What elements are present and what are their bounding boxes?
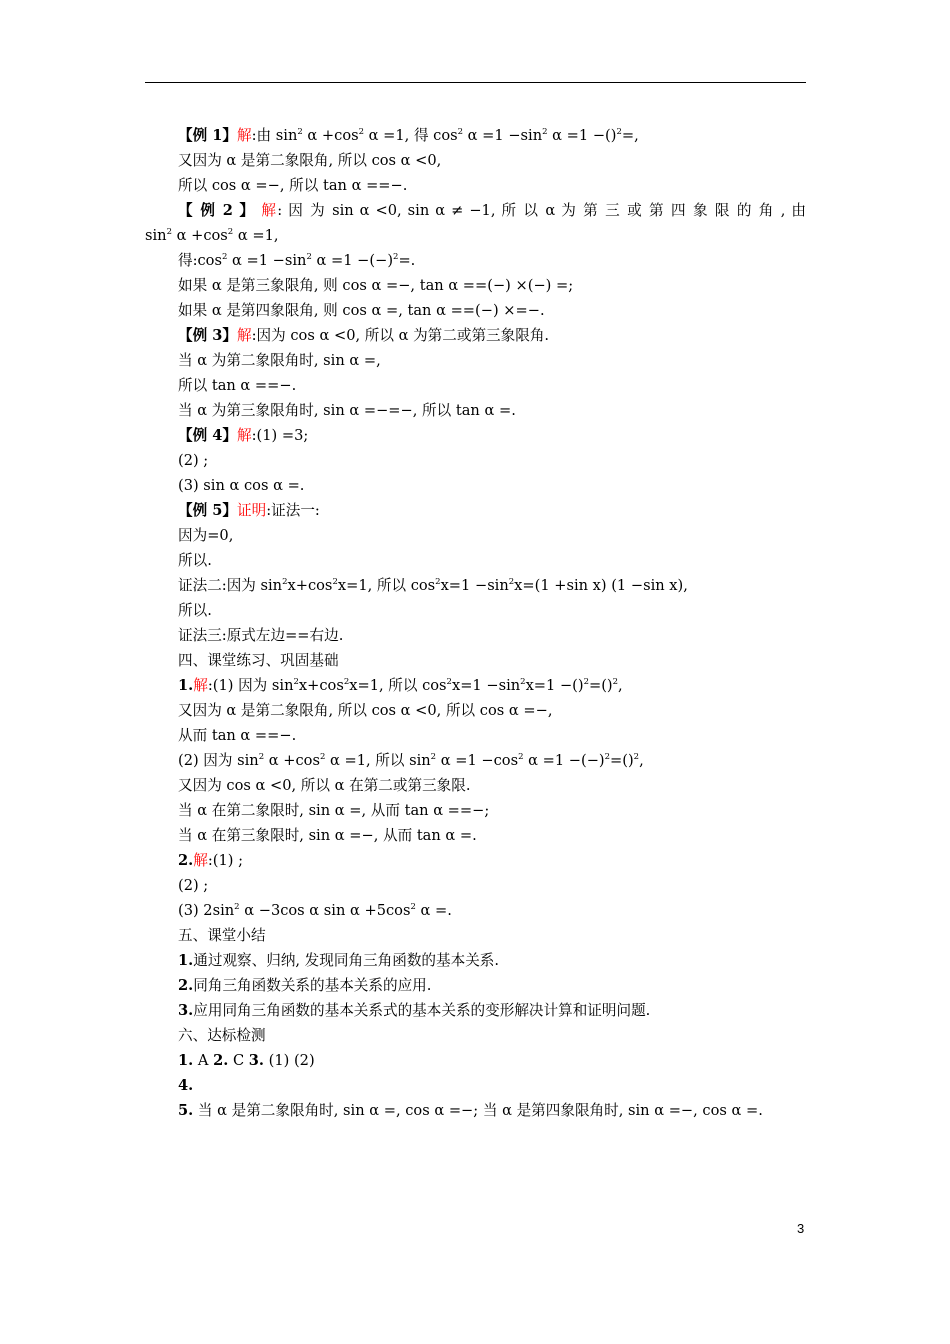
solution-label: 解 bbox=[237, 427, 252, 444]
text-run: =. bbox=[398, 252, 416, 269]
text-line bbox=[145, 398, 806, 423]
text-line bbox=[145, 648, 806, 673]
text-run: (2) ; bbox=[178, 877, 209, 894]
bold-label: 【例 4】 bbox=[178, 427, 238, 444]
text-run: α =1 −sin bbox=[463, 127, 543, 144]
text-run: :(1) ; bbox=[207, 852, 244, 869]
text-line bbox=[145, 223, 806, 248]
text-line bbox=[145, 723, 806, 748]
superscript: 2 bbox=[457, 127, 464, 137]
superscript: 2 bbox=[518, 752, 524, 762]
text-run: α +cos bbox=[171, 227, 228, 244]
superscript: 2 bbox=[508, 577, 515, 587]
superscript: 2 bbox=[166, 227, 172, 237]
text-run: :证法一: bbox=[266, 502, 320, 519]
text-run: 又因为 α 是第二象限角, 所以 cos α <0, bbox=[178, 152, 442, 169]
text-run: : 因 为 sin α <0, sin α ≠ −1, 所 以 α 为 第 三 或 第 四 象 限 的 角 , 由 bbox=[277, 202, 806, 219]
text-run: 得:cos bbox=[178, 252, 222, 269]
text-line bbox=[145, 623, 806, 648]
bold-label: 【 例 2 】 bbox=[178, 202, 256, 219]
text-line bbox=[145, 498, 806, 523]
text-run: α =1 −() bbox=[547, 127, 617, 144]
text-run: (3) 2sin bbox=[178, 902, 235, 919]
text-line bbox=[145, 373, 806, 398]
text-line bbox=[145, 248, 806, 273]
text-run: :(1) 因为 sin bbox=[207, 677, 294, 694]
text-run: 所以 tan α ==−. bbox=[178, 377, 297, 394]
text-run: (2) ; bbox=[178, 452, 209, 469]
text-line bbox=[145, 848, 806, 873]
text-run: 应用同角三角函数的基本关系式的基本关系的变形解决计算和证明问题. bbox=[193, 1002, 651, 1019]
superscript: 2 bbox=[446, 677, 452, 687]
text-run: 当 α 在第二象限时, sin α =, 从而 tan α ==−; bbox=[178, 802, 490, 819]
superscript: 2 bbox=[520, 677, 526, 687]
text-run: α =1 −sin bbox=[227, 252, 307, 269]
text-run: α =1 −(−) bbox=[523, 752, 605, 769]
superscript: 2 bbox=[612, 677, 619, 687]
text-line bbox=[145, 348, 806, 373]
bold-label: 1. bbox=[178, 952, 194, 969]
text-run: (1) (2) bbox=[264, 1052, 315, 1069]
text-run: 又因为 α 是第二象限角, 所以 cos α <0, 所以 cos α =−, bbox=[178, 702, 553, 719]
text-run: (2) 因为 sin bbox=[178, 752, 259, 769]
text-line bbox=[145, 523, 806, 548]
superscript: 2 bbox=[332, 577, 338, 587]
superscript: 2 bbox=[282, 577, 288, 587]
text-run: 又因为 cos α <0, 所以 α 在第二或第三象限. bbox=[178, 777, 471, 794]
superscript: 2 bbox=[358, 127, 365, 137]
text-line bbox=[145, 448, 806, 473]
bold-label: 【例 5】 bbox=[178, 502, 238, 519]
text-line bbox=[145, 548, 806, 573]
superscript: 2 bbox=[604, 752, 611, 762]
superscript: 2 bbox=[435, 577, 441, 587]
text-run: α +cos bbox=[264, 752, 320, 769]
text-line bbox=[145, 423, 806, 448]
text-line bbox=[145, 948, 806, 973]
text-run: , bbox=[639, 752, 644, 769]
text-run: x=1 −sin bbox=[440, 577, 509, 594]
solution-label: 证明 bbox=[237, 502, 267, 519]
text-run: 所以 cos α =−, 所以 tan α ==−. bbox=[178, 177, 408, 194]
text-line bbox=[145, 773, 806, 798]
superscript: 2 bbox=[306, 252, 312, 262]
bold-label: 2. bbox=[178, 852, 194, 869]
bold-label: 3. bbox=[248, 1052, 265, 1069]
text-run: 所以. bbox=[178, 602, 212, 619]
text-run: α +cos bbox=[302, 127, 359, 144]
text-run: x=1, 所以 cos bbox=[337, 577, 436, 594]
text-run: 四、课堂练习、巩固基础 bbox=[178, 652, 339, 669]
document-body bbox=[145, 123, 806, 1123]
text-run: x=1 −sin bbox=[451, 677, 521, 694]
text-run: α =1, 得 cos bbox=[364, 127, 458, 144]
text-run: 六、达标检测 bbox=[178, 1027, 266, 1044]
text-run: :由 sin bbox=[251, 127, 298, 144]
text-line bbox=[145, 798, 806, 823]
text-line bbox=[145, 298, 806, 323]
text-line bbox=[145, 598, 806, 623]
text-line bbox=[145, 1073, 806, 1098]
text-line bbox=[145, 573, 806, 598]
text-line bbox=[145, 673, 806, 698]
bold-label: 2. bbox=[213, 1052, 229, 1069]
text-run: α =1, 所以 sin bbox=[325, 752, 431, 769]
text-run: α =1 −(−) bbox=[311, 252, 394, 269]
text-line bbox=[145, 1048, 806, 1073]
text-run: 从而 tan α ==−. bbox=[178, 727, 297, 744]
text-run: α =1, bbox=[233, 227, 279, 244]
text-line bbox=[145, 123, 806, 148]
text-line bbox=[145, 823, 806, 848]
text-run: 当 α 是第二象限角时, sin α =, cos α =−; 当 α 是第四象限角时, sin α =−, cos α =. bbox=[193, 1102, 763, 1119]
text-run: 证法三:原式左边==右边. bbox=[178, 627, 344, 644]
text-run: , bbox=[618, 677, 623, 694]
text-run: 当 α 在第三象限时, sin α =−, 从而 tan α =. bbox=[178, 827, 477, 844]
solution-label: 解 bbox=[255, 202, 278, 219]
superscript: 2 bbox=[410, 902, 416, 912]
text-run: 如果 α 是第四象限角, 则 cos α =, tan α ==(−) ×=−. bbox=[178, 302, 545, 319]
bold-label: 5. bbox=[178, 1102, 194, 1119]
text-run: x=1 −() bbox=[525, 677, 584, 694]
text-line bbox=[145, 973, 806, 998]
superscript: 2 bbox=[234, 902, 240, 912]
superscript: 2 bbox=[258, 752, 265, 762]
text-run: x+cos bbox=[287, 577, 333, 594]
text-line bbox=[145, 998, 806, 1023]
text-run: x=(1 +sin x) (1 −sin x), bbox=[514, 577, 688, 594]
superscript: 2 bbox=[430, 752, 437, 762]
text-run: α =1 −cos bbox=[436, 752, 519, 769]
text-line bbox=[145, 698, 806, 723]
text-line bbox=[145, 748, 806, 773]
bold-label: 2. bbox=[178, 977, 194, 994]
text-run: 证法二:因为 sin bbox=[178, 577, 283, 594]
text-run: 当 α 为第二象限角时, sin α =, bbox=[178, 352, 381, 369]
text-line bbox=[145, 273, 806, 298]
superscript: 2 bbox=[227, 227, 234, 237]
text-run: =() bbox=[588, 677, 613, 694]
text-run: 当 α 为第三象限角时, sin α =−=−, 所以 tan α =. bbox=[178, 402, 516, 419]
text-run: C bbox=[228, 1052, 249, 1069]
text-run: :(1) =3; bbox=[251, 427, 309, 444]
superscript: 2 bbox=[542, 127, 548, 137]
text-run: 五、课堂小结 bbox=[178, 927, 266, 944]
bold-label: 【例 3】 bbox=[178, 327, 238, 344]
text-line bbox=[145, 173, 806, 198]
superscript: 2 bbox=[633, 752, 640, 762]
text-run: A bbox=[193, 1052, 214, 1069]
solution-label: 解 bbox=[237, 327, 252, 344]
header-rule bbox=[145, 82, 806, 83]
bold-label: 4. bbox=[178, 1077, 194, 1094]
bold-label: 1. bbox=[178, 677, 194, 694]
solution-label: 解 bbox=[237, 127, 252, 144]
text-run: 同角三角函数关系的基本关系的应用. bbox=[193, 977, 432, 994]
bold-label: 3. bbox=[178, 1002, 194, 1019]
text-run: =, bbox=[621, 127, 639, 144]
superscript: 2 bbox=[583, 677, 589, 687]
text-run: x+cos bbox=[298, 677, 344, 694]
text-line bbox=[145, 898, 806, 923]
text-run: 如果 α 是第三象限角, 则 cos α =−, tan α ==(−) ×(−) =; bbox=[178, 277, 574, 294]
text-run: sin bbox=[145, 227, 167, 244]
text-run: (3) sin α cos α =. bbox=[178, 477, 305, 494]
text-run: α −3cos α sin α +5cos bbox=[239, 902, 411, 919]
superscript: 2 bbox=[319, 752, 326, 762]
text-run: 所以. bbox=[178, 552, 212, 569]
superscript: 2 bbox=[221, 252, 228, 262]
superscript: 2 bbox=[297, 127, 303, 137]
text-line bbox=[145, 473, 806, 498]
page-number: 3 bbox=[797, 1221, 805, 1236]
solution-label: 解 bbox=[193, 852, 208, 869]
bold-label: 【例 1】 bbox=[178, 127, 238, 144]
text-run: =() bbox=[610, 752, 634, 769]
text-line bbox=[145, 923, 806, 948]
superscript: 2 bbox=[343, 677, 350, 687]
solution-label: 解 bbox=[193, 677, 208, 694]
text-line bbox=[145, 148, 806, 173]
text-line bbox=[145, 323, 806, 348]
text-line bbox=[145, 198, 806, 223]
text-run: x=1, 所以 cos bbox=[349, 677, 447, 694]
text-run: 通过观察、归纳, 发现同角三角函数的基本关系. bbox=[193, 952, 500, 969]
superscript: 2 bbox=[393, 252, 399, 262]
superscript: 2 bbox=[293, 677, 299, 687]
superscript: 2 bbox=[616, 127, 622, 137]
text-run: α =. bbox=[415, 902, 452, 919]
text-line bbox=[145, 1098, 806, 1123]
text-run: 因为=0, bbox=[178, 527, 234, 544]
text-run: :因为 cos α <0, 所以 α 为第二或第三象限角. bbox=[251, 327, 550, 344]
bold-label: 1. bbox=[178, 1052, 194, 1069]
text-line bbox=[145, 873, 806, 898]
text-line bbox=[145, 1023, 806, 1048]
